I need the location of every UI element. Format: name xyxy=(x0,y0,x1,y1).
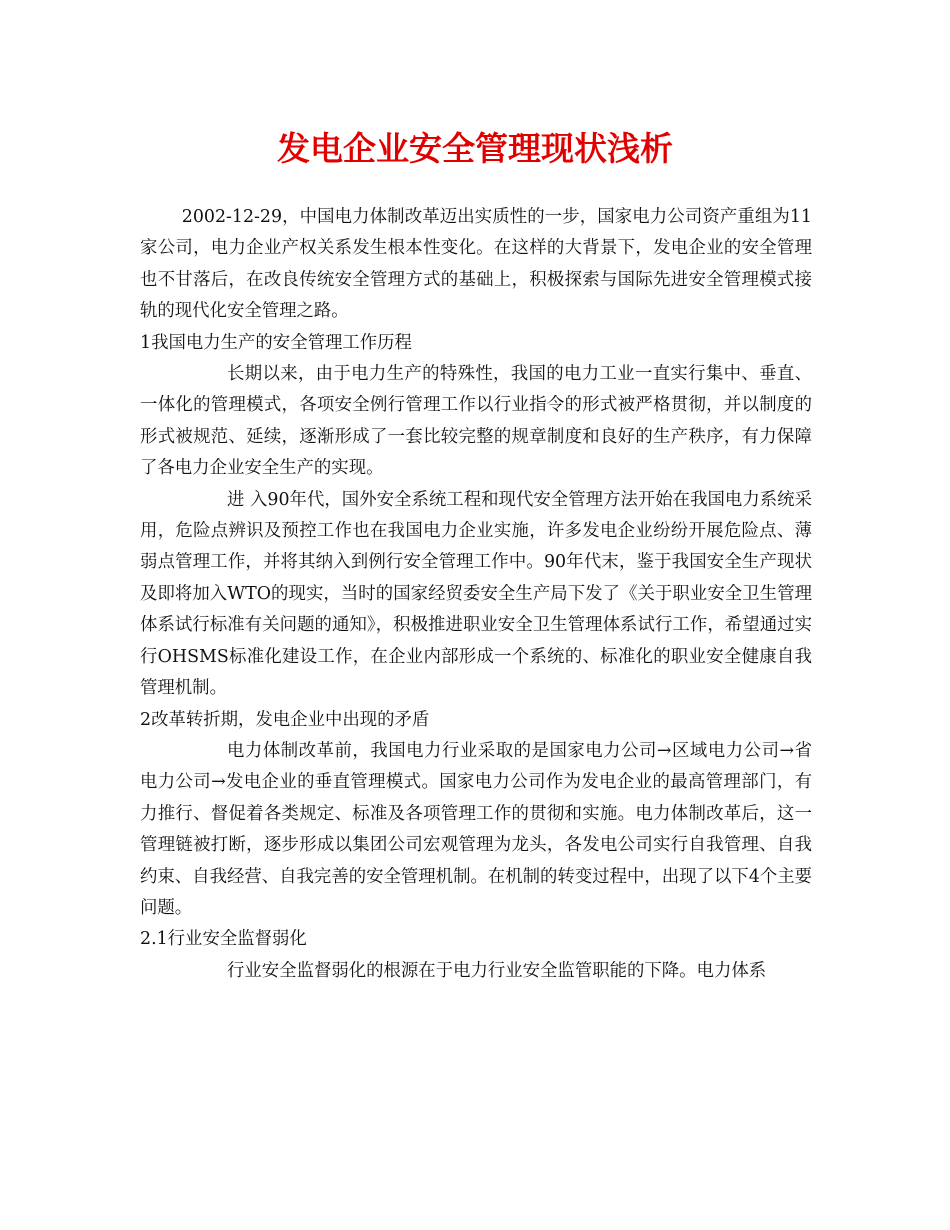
paragraph-reform: 电力体制改革前，我国电力行业采取的是国家电力公司→区域电力公司→省电力公司→发电企业的垂直管理模式。国家电力公司作为发电企业的最高管理部门，有力推行、督促着各类规定、标准及各项管理工作的贯彻和实施。电力体制改革后，这一管理链被打断，逐步形成以集团公司宏观管理为龙头，各发电公司实行自我管理、自我约束、自我经营、自我完善的安全管理机制。在机制的转变过程中，出现了以下4个主要问题。 xyxy=(140,740,812,918)
section-heading-2-1: 2.1行业安全监督弱化 xyxy=(140,929,307,950)
paragraph-intro: 2002-12-29，中国电力体制改革迈出实质性的一步，国家电力公司资产重组为11家公司，电力企业产权关系发生根本性变化。在这样的大背景下，发电企业的安全管理也不甘落后，在改良传统安全管理方式的基础上，积极探索与国际先进安全管理模式接轨的现代化安全管理之路。 xyxy=(140,207,812,322)
document-title: 发电企业安全管理现状浅析 xyxy=(277,129,673,168)
paragraph-history: 长期以来，由于电力生产的特殊性，我国的电力工业一直实行集中、垂直、一体化的管理模式，各项安全例行管理工作以行业指令的形式被严格贯彻，并以制度的形式被规范、延续，逐渐形成了一套比较完整的规章制度和良好的生产秩序，有力保障了各电力企业安全生产的实现。 xyxy=(140,364,812,479)
paragraph-supervision: 行业安全监督弱化的根源在于电力行业安全监管职能的下降。电力体系 xyxy=(227,960,767,981)
section-heading-1: 1我国电力生产的安全管理工作历程 xyxy=(140,332,412,353)
paragraph-90s: 进 入90年代，国外安全系统工程和现代安全管理方法开始在我国电力系统采用，危险点辨识及预控工作也在我国电力企业实施，许多发电企业纷纷开展危险点、薄弱点管理工作，并将其纳入到例行安全管理工作中。90年代末，鉴于我国安全生产现状及即将加入WTO的现实，当时的国家经贸委安全生产局下发了《关于职业安全卫生管理体系试行标准有关问题的通知》，积极推进职业安全卫生管理体系试行工作，希望通过实行OHSMS标准化建设工作，在企业内部形成一个系统的、标准化的职业安全健康自我管理机制。 xyxy=(140,489,812,699)
document-body xyxy=(140,202,812,987)
section-heading-2: 2改革转折期，发电企业中出现的矛盾 xyxy=(140,709,430,730)
